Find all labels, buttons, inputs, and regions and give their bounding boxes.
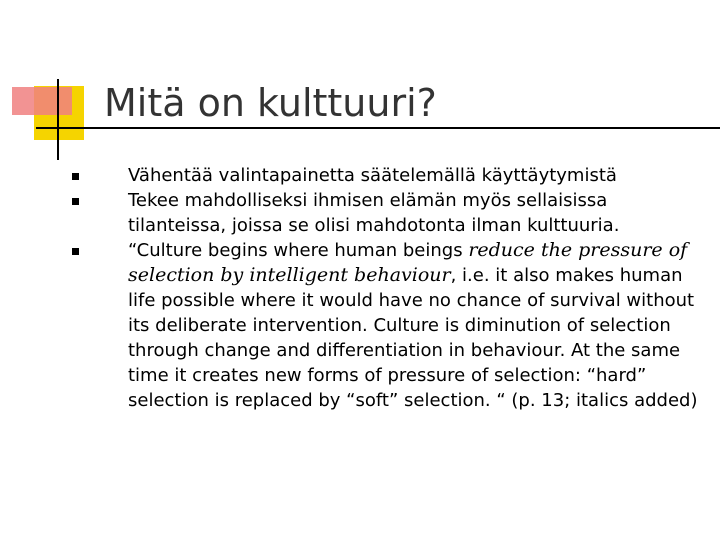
bullet-marker-icon — [72, 248, 79, 255]
bullet-item-1 — [72, 163, 702, 188]
bullet-item-3 — [72, 238, 702, 413]
bullet-list — [72, 163, 702, 413]
ornament-yellow-block — [34, 86, 84, 140]
ornament-red-block — [12, 87, 72, 115]
bullet-text: Tekee mahdolliseksi ihmisen elämän myös sellaisissa tilanteissa, joissa se olisi mahdotonta ilman kulttuuria. — [128, 190, 620, 236]
slide-title: Mitä on kulttuuri? — [104, 81, 437, 125]
bullet-marker-icon — [72, 198, 79, 205]
bullet-text: Vähentää valintapainetta säätelemällä käyttäytymistä — [128, 165, 617, 186]
quote-part-2: , i.e. it also makes human life possible where it would have no chance of survival without its deliberate intervention. Culture is diminution of selection through change and differentiation in behaviour. At the same time it creates new forms of pressure of selection: “hard” selection is replaced by “soft” selection. “ (p. 13; italics added) — [128, 265, 698, 411]
quote-part-1: “Culture begins where human beings — [128, 240, 469, 261]
bullet-marker-icon — [72, 173, 79, 180]
quote-italic-emphasis: reduce the pressure of selection by intelligent behaviour — [128, 239, 688, 286]
bullet-item-2 — [72, 188, 702, 238]
quote-text — [128, 240, 698, 411]
